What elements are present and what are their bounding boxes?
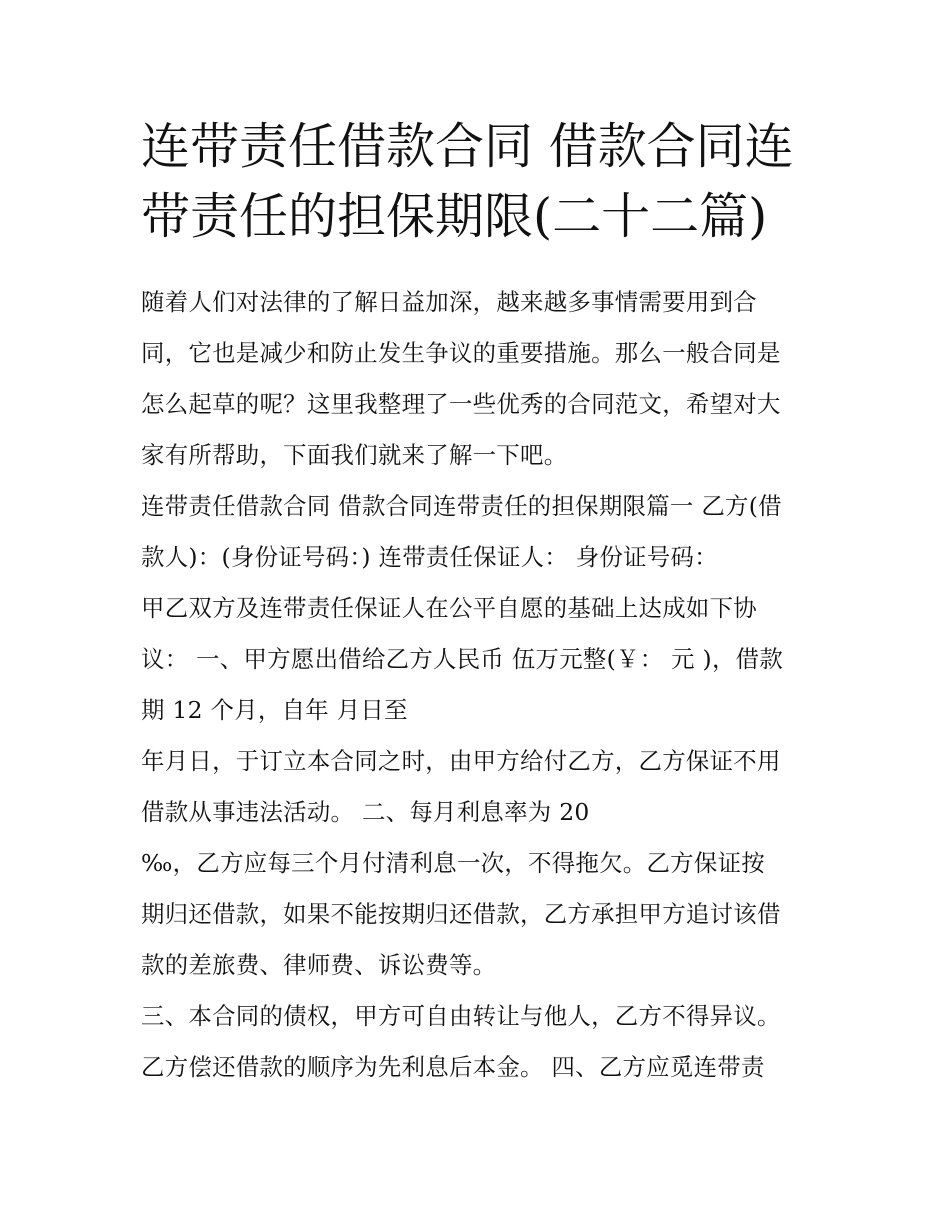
body-line: 三、本合同的债权，甲方可自由转让与他人，乙方不得异议。: [141, 1002, 781, 1030]
body-line: 随着人们对法律的了解日益加深，越来越多事情需要用到合: [141, 288, 757, 316]
body-line: 家有所帮助，下面我们就来了解一下吧。: [141, 441, 568, 469]
body-line: 怎么起草的呢？这里我整理了一些优秀的合同范文，希望对大: [141, 390, 781, 418]
title-line: 连带责任借款合同 借款合同连: [141, 118, 794, 175]
document-title: [141, 112, 821, 252]
body-line: 议： 一、甲方愿出借给乙方人民币 伍万元整(￥： 元 )，借款: [141, 645, 784, 673]
title-line: 带责任的担保期限(二十二篇): [141, 188, 768, 245]
body-line: ‰，乙方应每三个月付清利息一次，不得拖欠。乙方保证按: [141, 849, 765, 877]
body-line: 同，它也是减少和防止发生争议的重要措施。那么一般合同是: [141, 339, 781, 367]
body-line: 乙方偿还借款的顺序为先利息后本金。 四、乙方应觅连带责: [141, 1053, 765, 1081]
body-line: 款的差旅费、律师费、诉讼费等。: [141, 951, 497, 979]
document-body: [141, 277, 821, 1093]
body-line: 款人)：(身份证号码：) 连带责任保证人： 身份证号码：: [141, 543, 718, 571]
body-line: 借款从事违法活动。 二、每月利息率为 20: [141, 798, 590, 826]
body-line: 连带责任借款合同 借款合同连带责任的担保期限篇一 乙方(借: [141, 492, 782, 520]
body-line: 期 12 个月，自年 月日至: [141, 696, 408, 724]
body-line: 期归还借款，如果不能按期归还借款，乙方承担甲方追讨该借: [141, 900, 781, 928]
body-line: 年月日，于订立本合同之时，由甲方给付乙方，乙方保证不用: [141, 747, 781, 775]
body-line: 甲乙双方及连带责任保证人在公平自愿的基础上达成如下协: [141, 594, 757, 622]
